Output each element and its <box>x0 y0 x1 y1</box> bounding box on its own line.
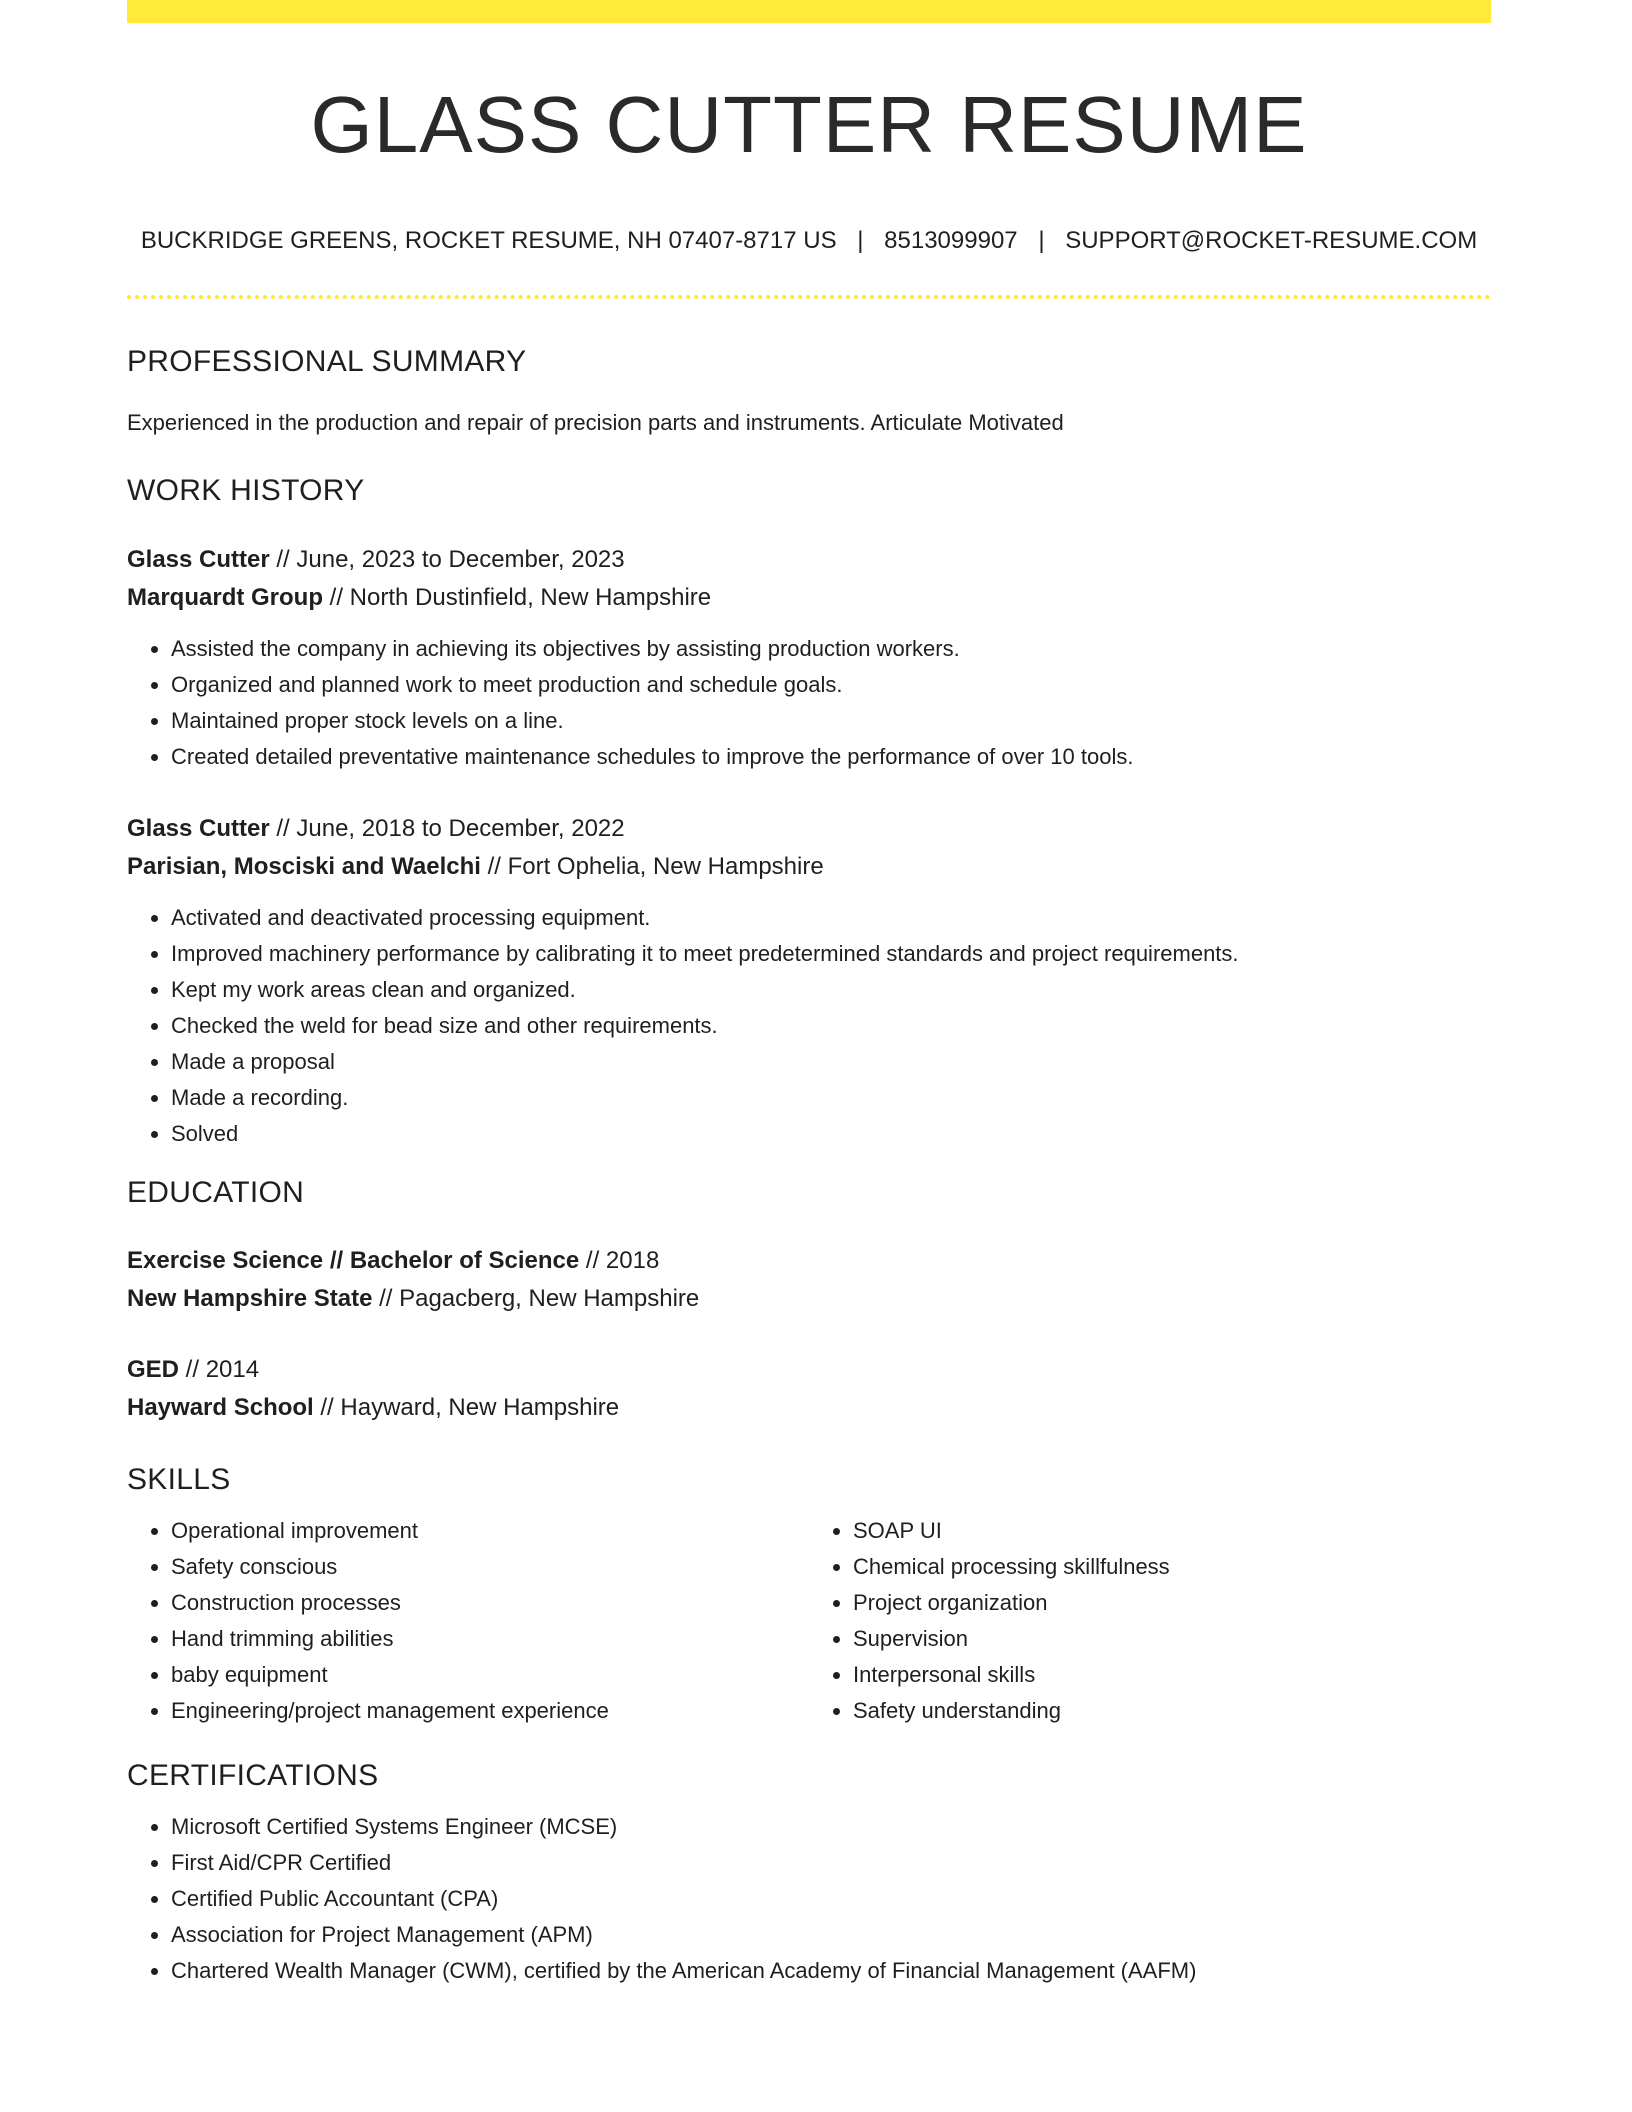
job-title: Glass Cutter <box>127 546 270 574</box>
section-heading-certifications: CERTIFICATIONS <box>127 1759 379 1793</box>
list-item: • SOAP UI <box>853 1513 1491 1549</box>
degree-line <box>127 1242 1491 1280</box>
school-line <box>127 1280 1491 1318</box>
list-item: • Activated and deactivated processing equipment. <box>171 900 1491 936</box>
email: SUPPORT@ROCKET-RESUME.COM <box>1065 227 1478 254</box>
degree: Exercise Science // Bachelor of Science <box>127 1247 580 1275</box>
education-section <box>127 1178 1491 1427</box>
section-heading-skills: SKILLS <box>127 1463 231 1497</box>
education-entry <box>127 1351 1491 1427</box>
list-item: • Improved machinery performance by calibrating it to meet predetermined standards and project requirements. <box>171 936 1491 972</box>
job-company-line <box>127 848 1491 886</box>
list-item: • Maintained proper stock levels on a line. <box>171 703 1491 739</box>
list-item: • Certified Public Accountant (CPA) <box>171 1881 1491 1917</box>
work-history-section <box>127 476 1491 1152</box>
list-item: • Interpersonal skills <box>853 1657 1491 1693</box>
list-item: • Hand trimming abilities <box>171 1621 809 1657</box>
job-title: Glass Cutter <box>127 815 270 843</box>
dotted-divider <box>127 295 1491 299</box>
list-item: • Organized and planned work to meet production and schedule goals. <box>171 667 1491 703</box>
school-location: // Pagacberg, New Hampshire <box>372 1285 700 1313</box>
list-item: • Made a recording. <box>171 1080 1491 1116</box>
skills-list-left <box>127 1513 809 1729</box>
graduation-year: // 2014 <box>179 1356 260 1384</box>
list-item: • Checked the weld for bead size and other requirements. <box>171 1008 1491 1044</box>
list-item: • Chemical processing skillfulness <box>853 1549 1491 1585</box>
certifications-list <box>127 1809 1491 1989</box>
skills-list-right <box>809 1513 1491 1729</box>
list-item: • Safety understanding <box>853 1693 1491 1729</box>
job-dates: // June, 2018 to December, 2022 <box>269 815 625 843</box>
phone: 8513099907 <box>884 227 1018 254</box>
section-heading-education: EDUCATION <box>127 1176 305 1210</box>
list-item: • Project organization <box>853 1585 1491 1621</box>
resume-title: GLASS CUTTER RESUME <box>310 80 1308 169</box>
list-item: • Operational improvement <box>171 1513 809 1549</box>
contact-line <box>127 227 1491 255</box>
certifications-section <box>127 1761 1491 1989</box>
summary-section <box>127 347 1491 436</box>
education-entry <box>127 1242 1491 1318</box>
list-item: • Created detailed preventative maintenance schedules to improve the performance of over 10 tools. <box>171 739 1491 775</box>
section-heading-work: WORK HISTORY <box>127 474 365 508</box>
company-location: // Fort Ophelia, New Hampshire <box>480 853 824 881</box>
skills-section <box>127 1465 1491 1729</box>
separator: | <box>857 227 864 254</box>
job-entry <box>127 810 1491 1152</box>
degree-line <box>127 1351 1491 1389</box>
list-item: • Microsoft Certified Systems Engineer (MCSE) <box>171 1809 1491 1845</box>
school-name: Hayward School <box>127 1394 314 1422</box>
top-accent-bar <box>127 0 1491 23</box>
list-item: • Made a proposal <box>171 1044 1491 1080</box>
list-item: • Assisted the company in achieving its objectives by assisting production workers. <box>171 631 1491 667</box>
separator: | <box>1038 227 1045 254</box>
job-entry <box>127 541 1491 775</box>
resume-page <box>127 0 1491 1989</box>
list-item: • Safety conscious <box>171 1549 809 1585</box>
list-item: • Solved <box>171 1116 1491 1152</box>
job-title-line <box>127 810 1491 848</box>
graduation-year: // 2018 <box>579 1247 660 1275</box>
list-item: • First Aid/CPR Certified <box>171 1845 1491 1881</box>
degree: GED <box>127 1356 180 1384</box>
list-item: • baby equipment <box>171 1657 809 1693</box>
list-item: • Kept my work areas clean and organized. <box>171 972 1491 1008</box>
address: BUCKRIDGE GREENS, ROCKET RESUME, NH 07407-8717 US <box>140 227 837 254</box>
skills-columns <box>127 1513 1491 1729</box>
job-bullets <box>127 631 1491 775</box>
job-company-line <box>127 579 1491 617</box>
school-line <box>127 1389 1491 1427</box>
company-location: // North Dustinfield, New Hampshire <box>323 584 712 612</box>
school-location: // Hayward, New Hampshire <box>313 1394 620 1422</box>
job-dates: // June, 2023 to December, 2023 <box>269 546 625 574</box>
list-item: • Association for Project Management (APM) <box>171 1917 1491 1953</box>
list-item: • Supervision <box>853 1621 1491 1657</box>
job-title-line <box>127 541 1491 579</box>
school-name: New Hampshire State <box>127 1285 373 1313</box>
summary-text: Experienced in the production and repair of precision parts and instruments. Articulate Motivated <box>127 410 1064 435</box>
list-item: • Engineering/project management experience <box>171 1693 809 1729</box>
company-name: Parisian, Mosciski and Waelchi <box>127 853 481 881</box>
job-bullets <box>127 900 1491 1152</box>
list-item: • Chartered Wealth Manager (CWM), certified by the American Academy of Financial Management (AAFM) <box>171 1953 1491 1989</box>
list-item: • Construction processes <box>171 1585 809 1621</box>
section-heading-summary: PROFESSIONAL SUMMARY <box>127 345 527 378</box>
company-name: Marquardt Group <box>127 584 323 612</box>
